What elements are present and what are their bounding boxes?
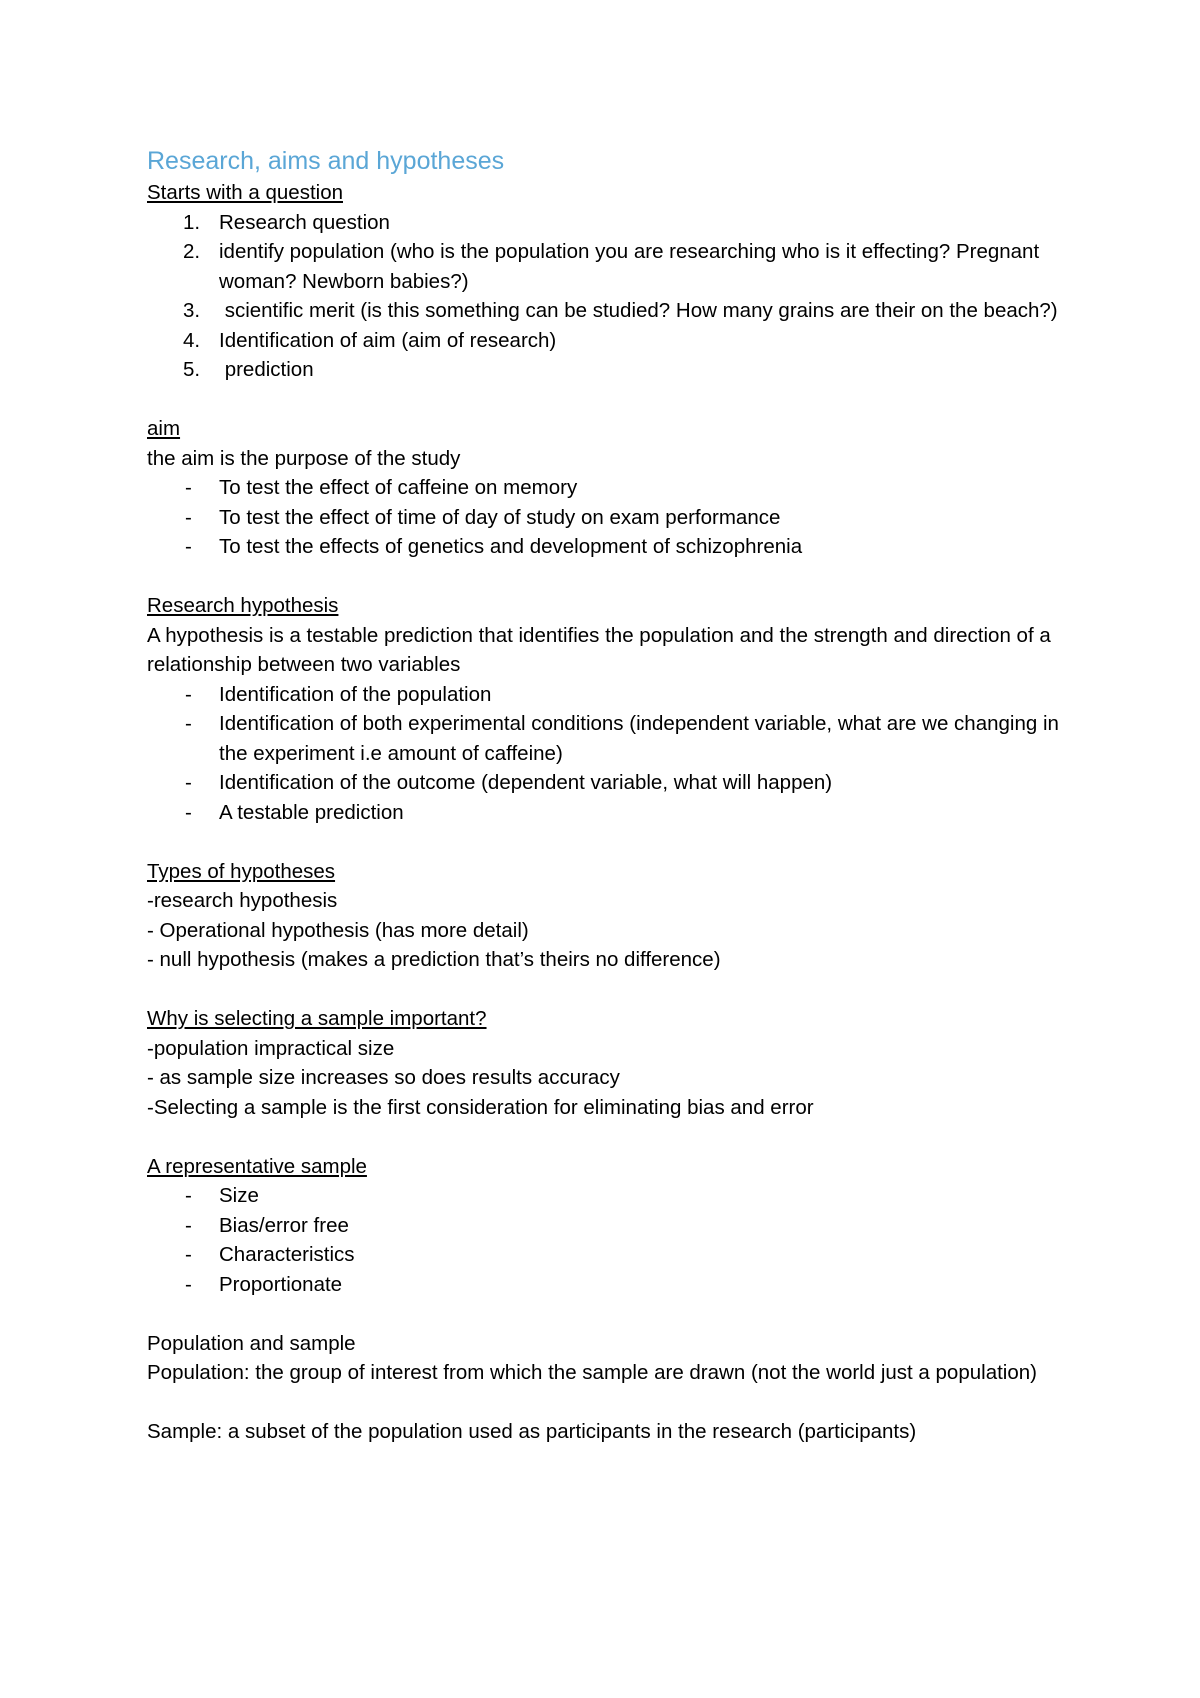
aim-list (147, 473, 1087, 562)
list-item: - A testable prediction (185, 800, 404, 824)
hypothesis-list (147, 680, 1087, 828)
hypothesis-heading: Research hypothesis (147, 594, 339, 617)
sample-importance-line: -population impractical size (147, 1036, 395, 1060)
list-item: 3. scientific merit (is this something can be studied? How many grains are their on the beach?) (183, 299, 1058, 322)
list-item: - Size (185, 1184, 259, 1207)
hypothesis-intro: A hypothesis is a testable prediction that identifies the population and the strength and direction of a relationship between two variables (147, 623, 1051, 676)
sample-importance-line: - as sample size increases so does results accuracy (147, 1066, 620, 1089)
types-heading: Types of hypotheses (147, 859, 336, 883)
list-item: 5. prediction (183, 358, 314, 381)
question-heading: Starts with a question (147, 181, 343, 204)
sample-importance-line: -Selecting a sample is the first consideration for eliminating bias and error (147, 1095, 814, 1119)
list-item: 2. identify population (who is the population you are researching who is it effecting? Pregnant woman? Newborn babies?) (183, 240, 1040, 293)
list-item: - Identification of the population (185, 682, 492, 706)
list-item: - Proportionate (185, 1272, 343, 1296)
list-item: - To test the effect of caffeine on memory (185, 476, 578, 499)
sample-importance-heading: Why is selecting a sample important? (147, 1007, 487, 1030)
aim-intro: the aim is the purpose of the study (147, 446, 461, 470)
representative-list (147, 1181, 1087, 1299)
document-page (147, 144, 1087, 1447)
list-item: - To test the effect of time of day of study on exam performance (185, 505, 781, 529)
list-item: 1. Research question (183, 210, 390, 234)
list-item: - Bias/error free (185, 1213, 349, 1237)
list-item: - Identification of both experimental conditions (independent variable, what are we changing in the experiment i.e amount of caffeine) (185, 712, 1059, 765)
population-definition: Population: the group of interest from which the sample are drawn (not the world just a population) (147, 1361, 1037, 1384)
document-title: Research, aims and hypotheses (147, 147, 505, 175)
list-item: - Identification of the outcome (dependent variable, what will happen) (185, 771, 833, 794)
question-steps-list (147, 208, 1087, 385)
population-heading: Population and sample (147, 1331, 356, 1355)
aim-heading: aim (147, 417, 181, 440)
sample-definition: Sample: a subset of the population used as participants in the research (participants) (147, 1420, 917, 1443)
representative-heading: A representative sample (147, 1154, 367, 1178)
types-line: -research hypothesis (147, 889, 338, 912)
list-item: - Characteristics (185, 1243, 355, 1266)
list-item: 4. Identification of aim (aim of research) (183, 328, 557, 352)
types-line: - Operational hypothesis (has more detail) (147, 918, 529, 942)
list-item: - To test the effects of genetics and development of schizophrenia (185, 535, 803, 558)
types-line: - null hypothesis (makes a prediction that’s theirs no difference) (147, 948, 721, 971)
